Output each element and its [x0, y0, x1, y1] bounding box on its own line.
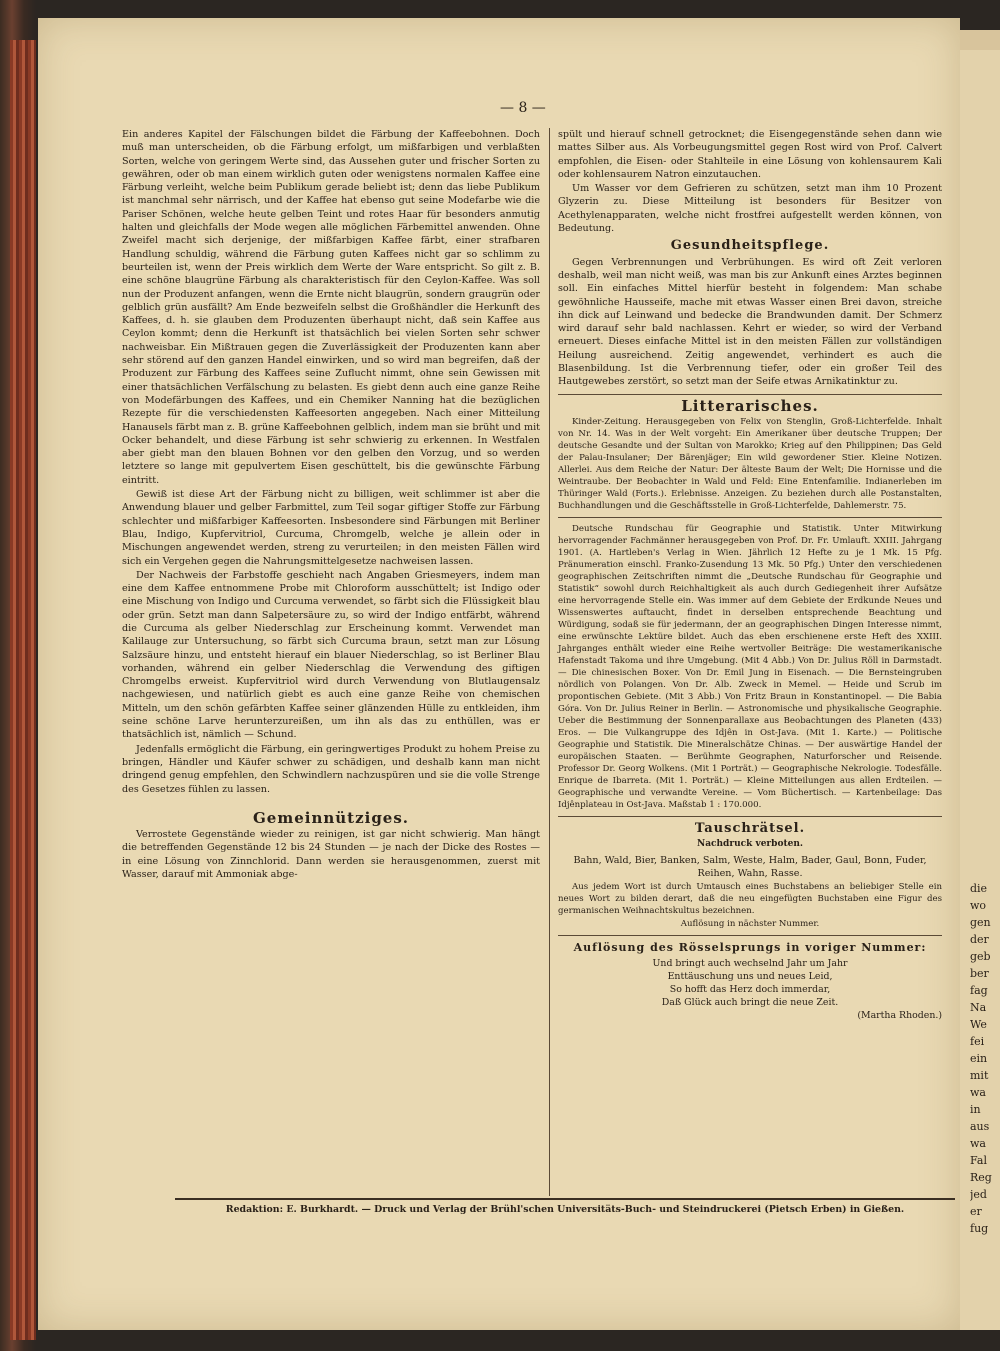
- tausch-instructions: Aus jedem Wort ist durch Umtausch eines Buchstabens an beliebiger Stelle ein neues Wort zu bilden derart, daß die neu eingefügten Buchstaben eine Figur des germanischen Weihnachtskultus bezeichnen.: [558, 882, 942, 917]
- continued-paragraph: spült und hierauf schnell getrocknet; die Eisengegenstände sehen dann wie mattes Silber aus. Als Vorbeugungsmittel gegen Rost wird von Prof. Calvert empfohlen, die Eisen- oder Stahlteile in eine Lösung von kohlensaurem Kali oder kohlensaurem Natron einzutauchen.: [558, 129, 942, 180]
- article-paragraph-2: Gewiß ist diese Art der Färbung nicht zu billigen, weit schlimmer ist aber die Anwendung blauer und gelber Farbmittel, zum Teil sogar giftiger Stoffe zur Färbung schlechter und mißfarbiger Kaffeesorten. Insbesondere sind Färbungen mit Berliner Blau, Indigo, Kupfervitriol, Curcuma, Chromgelb, welche je allein oder in Mischungen angewendet werden, streng zu verurteilen; in den meisten Fällen wird sich ein Vergehen gegen die Nahrungsmittelgesetze nachweisen lassen.: [122, 489, 540, 567]
- margin-fragment: aus: [970, 1120, 990, 1133]
- section-rule: [558, 394, 942, 395]
- margin-fragment: ein: [970, 1052, 988, 1065]
- rundschau-paragraph: Deutsche Rundschau für Geographie und Statistik. Unter Mitwirkung hervorragender Fachmänner herausgegeben von Prof. Dr. Fr. Umlauft. XXIII. Jahrgang 1901. (A. Hartleben's Verlag in Wien. Jährlich 12 Hefte zu je 1 Mk. 15 Pfg. Pränumeration einschl. Franko-Zusendung 13 Mk. 50 Pfg.) Unter den verschiedenen geographischen Zeitschriften nimmt die „Deutsche Rundschau für Geographie und Statistik“ sowohl durch Reichhaltigkeit als auch durch Gediegenheit ihrer Aufsätze eine hervorragende Stelle ein. Was immer auf dem Gebiete der Erdkunde Neues und Wissenswertes auftaucht, findet in derselben entsprechende Beachtung und Würdigung, sodaß sie für jedermann, der an geographischen Dingen Interesse nimmt, eine erwünschte Lektüre bildet. Auch das eben erschienene erste Heft des XXIII. Jahrganges enthält wieder eine Reihe wertvoller Beiträge: Die westamerikanische Hafenstadt Takoma und ihre Umgebung. (Mit 4 Abb.) Von Dr. Julius Röll in Darmstadt. — Die chinesischen Boxer. Von Dr. Emil Jung in Eisenach. — Die Bernsteingruben nördlich von Polangen. Von Dr. Alb. Zweck in Memel. — Heide und Scrub im propontischen Gebiete. (Mit 3 Abb.) Von Fritz Braun in Konstantinopel. — Die Babia Góra. Von Dr. Julius Reiner in Berlin. — Astronomische und physikalische Geographie. Ueber die Bestimmung der Sonnenparallaxe aus Beobachtungen des Planeten (433) Eros. — Die Vulkangruppe des Idjên in Ost-Java. (Mit 1. Karte.) — Politische Geographie und Statistik. Die Mineralschätze Chinas. — Der auswärtige Handel der europäischen Staaten. — Berühmte Geographen, Naturforscher und Reisende. Professor Dr. Georg Wolkens. (Mit 1 Porträt.) — Geographische Nekrologie. Todesfälle. Enrique de Ibarreta. (Mit 1. Porträt.) — Kleine Mitteilungen aus allen Erdteilen. — Geographische und verwandte Vereine. — Vom Büchertisch. — Kartenbeilage: Das Idjênplateau in Ost-Java. Maßstab 1 : 170.000.: [558, 523, 942, 810]
- loesung-heading: Auflösung des Rösselsprungs in voriger Nummer:: [573, 941, 927, 955]
- article-paragraph-1: Ein anderes Kapitel der Fälschungen bildet die Färbung der Kaffeebohnen. Doch muß man unterscheiden, ob die Färbung erfolgt, um mißfarbigen und verblaßten Sorten, welche von geringem Werte sind, das Aussehen guter und frischer Sorten zu gewähren, oder ob man einem wirklich guten oder wenigstens normalen Kaffee eine Färbung verleiht, welche beim Publikum gerade beliebt ist; denn das liebe Publikum ist manchmal sehr närrisch, und der Kaffee hat ebenso gut seine Modefarbe wie die Pariser Schönen, welche heute gelben Teint und rotes Haar für besonders anmutig halten und gleichfalls der Mode wegen alle möglichen Färbemittel anwenden. Ohne Zweifel macht sich derjenige, der mißfarbigen Kaffee färbt, einer strafbaren Handlung schuldig, während die Färbung guten Kaffees nicht gar so schlimm zu beurteilen ist, wenn der Preis wirklich dem Werte der Ware entspricht. So gilt z. B. eine schöne blaugrüne Färbung als charakteristisch für den Ceylon-Kaffee. Was soll nun der Produzent anfangen, wenn die Ernte nicht blaugrün, sondern graugrün oder gelblich grün ausfällt? Am Ende bezweifeln selbst die Großhändler die Herkunft des Kaffees, d. h. sie glauben dem Produzenten überhaupt nicht, daß sein Kaffee aus Ceylon kommt; denn die Herkunft ist thatsächlich bei vielen Sorten sehr schwer nachweisbar. Ein Mißtrauen gegen die Zuverlässigkeit der Produzenten kann aber sehr störend auf den ganzen Handel einwirken, und so wird man begreifen, daß der Produzent zur Färbung des Kaffees seine Zuflucht nimmt, ohne sein Gewissen mit einer thatsächlichen Verfälschung zu belasten. Es giebt denn auch eine ganze Reihe von Modefärbungen des Kaffees, und ein Chemiker Nanning hat die bezüglichen Rezepte für die verschiedensten Kaffeesorten angegeben. Nach einer Mitteilung Hanausels färbt man z. B. grüne Kaffeebohnen gelblich, indem man sie brüht und mit Ocker behandelt, und diese Färbung ist sehr schwierig zu erkennen. In Westfalen aber giebt man den blauen Bohnen vor den gelben den Vorzug, und so werden letztere so lange mit gepulvertem Eisen geschüttelt, bis die gewünschte Färbung eintritt.: [122, 129, 540, 486]
- margin-fragment: jed: [970, 1188, 987, 1201]
- section-heading-tauschraetsel: Tauschrätsel.: [694, 820, 806, 836]
- section-rule: [558, 517, 942, 518]
- wasser-paragraph: Um Wasser vor dem Gefrieren zu schützen, setzt man ihm 10 Prozent Glyzerin zu. Diese Mitteilung ist besonders für Besitzer von Acethylenapparaten, welche nicht frostfrei aufgestellt werden können, von Bedeutung.: [558, 183, 942, 235]
- poem-line: Daß Glück auch bringt die neue Zeit.: [661, 997, 839, 1009]
- adjacent-page-text-fragments: [970, 880, 1000, 1237]
- imprint-footer: Redaktion: E. Burkhardt. — Druck und Verlag der Brühl'schen Universitäts-Buch- und Steindruckerei (Pietsch Erben) in Gießen.: [175, 1198, 955, 1215]
- book-binding-edge: [10, 40, 36, 1340]
- kinder-zeitung-paragraph: Kinder-Zeitung. Herausgegeben von Felix von Stenglin, Groß-Lichterfelde. Inhalt von Nr. 14. Was in der Welt vorgeht: Ein Amerikaner über deutsche Truppen; Der deutsche Gesandte und der Sultan von Marokko; Krieg auf den Philippinen; Das Geld der Palau-Insulaner; Der Bärenjäger; Ein wild gewordener Stier. Kleine Notizen. Allerlei. Aus dem Reiche der Natur: Der älteste Baum der Welt; Die Hornisse und die Weintraube. Der Beobachter in Wald und Feld: Eine Entenfamilie. Indianerleben im Thüringer Wald (Forts.). Erlebnisse. Anzeigen. Zu beziehen durch alle Postanstalten, Buchhandlungen und die Geschäftsstelle in Groß-Lichterfelde, Dahlemerstr. 75.: [558, 416, 942, 511]
- poem-line: Und bringt auch wechselnd Jahr um Jahr: [652, 958, 848, 970]
- section-rule: [558, 935, 942, 936]
- margin-fragment: wo: [970, 899, 987, 912]
- poem-line: So hofft das Herz doch immerdar,: [669, 984, 831, 996]
- section-rule: [558, 816, 942, 817]
- margin-fragment: Na: [970, 1001, 987, 1014]
- gemein-paragraph: Verrostete Gegenstände wieder zu reinigen, ist gar nicht schwierig. Man hängt die betreffenden Gegenstände 12 bis 24 Stunden — je nach der Dicke des Rostes — in eine Lösung von Zinnchlorid. Dann werden sie herausgenommen, zuerst mit Wasser, darauf mit Ammoniak abge-: [122, 829, 540, 881]
- margin-fragment: geb: [970, 950, 991, 963]
- tausch-subtitle: Nachdruck verboten.: [696, 839, 804, 850]
- margin-fragment: die: [970, 882, 988, 895]
- tausch-note: Auflösung in nächster Nummer.: [680, 919, 820, 930]
- poem-line: Enttäuschung uns und neues Leid,: [667, 971, 833, 983]
- margin-fragment: in: [970, 1103, 981, 1116]
- margin-fragment: mit: [970, 1069, 989, 1082]
- margin-fragment: wa: [970, 1086, 986, 1099]
- section-heading-litterarisches: Litterarisches.: [681, 396, 819, 415]
- margin-fragment: ber: [970, 967, 989, 980]
- left-column: [122, 128, 540, 882]
- poem-author: (Martha Rhoden.): [857, 1010, 942, 1022]
- margin-fragment: We: [970, 1018, 987, 1031]
- section-heading-gemeinnuetziges: Gemeinnütziges.: [252, 808, 410, 827]
- margin-fragment: fag: [970, 984, 988, 997]
- margin-fragment: der: [970, 933, 989, 946]
- margin-fragment: Fal: [970, 1154, 987, 1167]
- article-paragraph-4: Jedenfalls ermöglicht die Färbung, ein geringwertiges Produkt zu hohem Preise zu bringen, Händler und Käufer schwer zu schädigen, und deshalb kann man nicht dringend genug empfehlen, den Schwindlern nachzuspüren und sie die volle Strenge des Gesetzes fühlen zu lassen.: [122, 743, 540, 795]
- right-column: [558, 128, 942, 1023]
- section-heading-gesundheitspflege: Gesundheitspflege.: [670, 238, 830, 254]
- margin-fragment: gen: [970, 916, 991, 929]
- margin-fragment: fug: [970, 1222, 989, 1235]
- gesund-paragraph: Gegen Verbrennungen und Verbrühungen. Es wird oft Zeit verloren deshalb, weil man nicht weiß, was man bis zur Ankunft eines Arztes beginnen soll. Ein einfaches Mittel hierfür besteht in folgendem: Man schabe gewöhnliche Hausseife, mache mit etwas Wasser einen Brei davon, streiche ihn dick auf Leinwand und bedecke die Brandwunden damit. Der Schmerz wird darauf sehr bald nachlassen. Kehrt er wieder, so wird der Verband erneuert. Dieses einfache Mittel ist in den meisten Fällen zur vollständigen Heilung ausreichend. Zeitig angewendet, verhindert es auch die Blasenbildung. Ist die Verbrennung tiefer, oder ein großer Teil des Hautgewebes zerstört, so setzt man der Seife etwas Arnikatinktur zu.: [558, 256, 942, 388]
- margin-fragment: er: [970, 1205, 982, 1218]
- article-paragraph-3: Der Nachweis der Farbstoffe geschieht nach Angaben Griesmeyers, indem man eine dem Kaffee entnommene Probe mit Chloroform ausschüttelt; ist Indigo oder eine Mischung von Indigo und Curcuma verwendet, so färbt sich die Flüssigkeit blau oder grün. Setzt man dann Salpetersäure zu, so wird der Indigo entfärbt, während die Curcuma als gelber Niederschlag zur Erscheinung kommt. Verwendet man Kalilauge zur Untersuchung, so färbt sich Curcuma braun, setzt man zur Lösung Salzsäure hinzu, und entsteht hierauf ein blauer Niederschlag, so ist Berliner Blau vorhanden, während ein gelber Niederschlag die Verwendung des giftigen Chromgelbs erweist. Kupfervitriol wird durch Verwendung von Blutlaugensalz nachgewiesen, und natürlich giebt es auch eine ganze Reihe von chemischen Mitteln, um den schön gefärbten Kaffee seiner glänzenden Hülle zu entkleiden, ihm seine schöne Larve herunterzureißen, um ihn als das zu enthüllen, was er thatsächlich ist, nämlich — Schund.: [122, 569, 540, 741]
- margin-fragment: fei: [970, 1035, 985, 1048]
- tausch-words: Bahn, Wald, Bier, Banken, Salm, Weste, Halm, Bader, Gaul, Bonn, Fuder, Reihen, Wahn, Rasse.: [573, 854, 927, 879]
- margin-fragment: Reg: [970, 1171, 992, 1184]
- column-divider: [549, 128, 550, 1196]
- margin-fragment: wa: [970, 1137, 986, 1150]
- page-number: — 8 —: [500, 100, 546, 116]
